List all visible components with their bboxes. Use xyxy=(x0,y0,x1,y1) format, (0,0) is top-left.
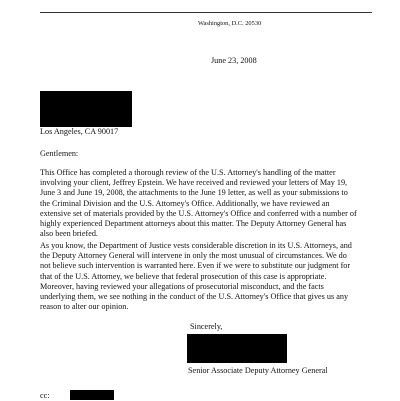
paragraph-1-line: also been briefed. xyxy=(40,229,98,239)
body-paragraph-2 xyxy=(40,241,376,312)
paragraph-1-line: extensive set of materials provided by the U.S. Attorney's Office and conferred with a number of xyxy=(40,208,357,218)
paragraph-2-line: that of the U.S. Attorney, we believe that federal prosecution of this case is appropriate. xyxy=(40,271,327,281)
paragraph-2-line: not believe such intervention is warranted here. Even if we were to substitute our judgment for xyxy=(40,261,351,271)
redacted-recipient-block xyxy=(40,91,132,127)
paragraph-2-line: As you know, the Department of Justice vests considerable discretion in its U.S. Attorneys, and xyxy=(40,241,352,250)
paragraph-2-line: Moreover, having reviewed your allegations of prosecutorial misconduct, and the facts xyxy=(40,281,324,291)
paragraph-2-line: underlying them, we see nothing in the conduct of the U.S. Attorney's Office that gives us any xyxy=(40,292,349,302)
paragraph-2-line: reason to alter our opinion. xyxy=(40,302,129,312)
cc-label: cc: xyxy=(40,391,50,400)
paragraph-1-line: This Office has completed a thorough review of the U.S. Attorney's handling of the matter xyxy=(40,168,336,177)
salutation: Gentlemen: xyxy=(40,149,79,158)
paragraph-1-line: the Criminal Division and the U.S. Attorney's Office. Additionally, we have reviewed an xyxy=(40,198,330,208)
paragraph-1-line: June 3 and June 19, 2008, the attachments to the June 19 letter, as well as your submissions to xyxy=(40,188,348,198)
valediction: Sincerely, xyxy=(190,322,223,331)
letterhead-location: Washington, D.C. 20530 xyxy=(198,20,262,27)
body-paragraph-1 xyxy=(40,168,376,239)
redacted-cc-name xyxy=(70,390,114,400)
recipient-city-line: Los Angeles, CA 90017 xyxy=(40,127,119,136)
paragraph-1-line: highly experienced Department attorneys about this matter. The Deputy Attorney General has xyxy=(40,219,347,229)
letter-date: June 23, 2008 xyxy=(211,56,257,65)
letterhead-rule xyxy=(40,12,372,13)
redacted-signature-block xyxy=(187,334,287,363)
paragraph-2-line: the Deputy Attorney General will intervene in only the most unusual of circumstances. We do xyxy=(40,251,347,261)
paragraph-1-line: involving your client, Jeffrey Epstein. We have received and reviewed your letters of May 19, xyxy=(40,178,348,188)
signer-title: Senior Associate Deputy Attorney General xyxy=(188,366,328,375)
